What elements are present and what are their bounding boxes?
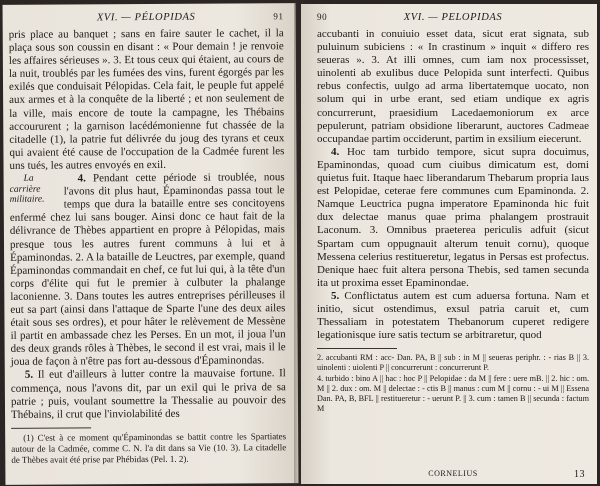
left-paragraph-2 [10, 171, 286, 369]
section-number-5: 5. [331, 289, 340, 302]
right-footer [317, 469, 589, 478]
footnote-text: (1) C'est à ce moment qu'Épaminondas se battit contre les Spartiates autour de la Cadmée, comme C. N. l'a dit dans sa Vie (10. 3). La citadelle de Thèbes avait été prise par Phébidas (Pel. 1. 2). [11, 430, 287, 465]
right-paragraph-3 [317, 290, 589, 342]
section-number-4: 4. [77, 172, 86, 185]
section-number-5: 5. [24, 369, 34, 382]
right-paragraph-2 [317, 146, 589, 290]
right-paragraph-1: accubanti in conuiuio esset data, sicut erat signata, sub puluinum subiciens : « In crastinum » inquit « differo res seueras ». 3. At illi omnes, cum iam nox processisset, uinolenti ab exulibus duce Pelopida sunt interfecti. Quibus rebus confectis, uulgo ad arma libertatemque uocato, non solum qui in urbe erant, sed etiam undique ex agris concurrerunt, praesidium Lacedaemoniorum ex arce pepulerunt, patriam obsidione liberarunt, auctores Cadmeae occupandae partim occiderunt, partim in exsilium eiecerunt. [317, 28, 589, 145]
apparatus-entry: 2. accubanti RM : acc- Dan. PA, B || sub : in M || seueras periphr. : - rias B || 3. uinolenti : uiolenti P || concurrerunt : concurrerunt P. [317, 353, 589, 373]
apparatus-rule [317, 348, 397, 349]
right-paragraph-2-text: Hoc tam turbido tempore, sicut supra docuimus, Epaminondas, quoad cum ciuibus dimicatum est, domi quietus fuit. Itaque haec liberandarum Thebarum propria laus est Pelopidae, ceterae fere communes cum Epaminonda. 2. Namque Leuctrica pugna imperatore Epaminonda hic fuit dux delectae manus quae prima phalangem prostrauit Laconum. 3. Omnibus praeterea periculis adfuit (sicut Spartam cum oppugnauit alterum tenuit cornu), quoque Messena celerius restitueretur, legatus in Persas est profectus. Denique haec fuit altera persona Thebis, sed tamen secunda ita ut proxima esset Epaminondae. [317, 145, 589, 289]
margin-note: La carrière militaire. [9, 173, 45, 205]
left-running-header [9, 11, 284, 29]
left-paragraph-2-text: Pendant cette période si troublée, nous l'avons dit plus haut, Épaminondas passa tout le temps que dura la bataille entre ses concitoyens enfermé chez lui sans bouger. Ainsi donc ce haut fait de la délivrance de Thèbes appartient en propre à Pélopidas, mais presque tous les autres furent communs à lui et à Épaminondas. 2. A la bataille de Leuctres, par exemple, quand Épaminondas commandait en chef, ce fut lui qui, à la tête d'un corps d'élite qui fut le premier à culbuter la phalange laconienne. 3. Dans toutes les autres entreprises périlleuses il eut sa part (ainsi dans l'attaque de Sparte l'une des deux ailes était sous ses ordres), et pour hâter le relèvement de Messène il partit en ambassade chez les Perses. En un mot, il joua l'un des deux grands rôles à Thèbes, le second il est vrai, mais il le joua de façon à n'être pas fort au-dessous d'Épaminondas. [9, 171, 286, 369]
left-paragraph-3 [11, 368, 286, 422]
left-header-title: XVI. — PÉLOPIDAS [96, 11, 196, 24]
right-page [301, 4, 597, 484]
signature-mark: CORNELIUS [428, 469, 478, 478]
section-number-4: 4. [331, 145, 340, 158]
footnote [11, 431, 286, 466]
right-header-title: XVI. — PELOPIDAS [403, 12, 503, 23]
footnote-rule [11, 427, 91, 428]
left-paragraph-1: pris place au banquet ; sans en faire sauter le cachet, il la plaça sous son coussin en disant : « Pour demain ! je renvoie les affaires sérieuses ». 3. Et tous ceux qui étaient, au cours de la nuit, troublés par les fumées des vins, furent égorgés par les exilés que conduisait Pélopidas. Cela fait, le peuple fut appelé aux armes et à la conquête de la liberté ; et non seulement de la ville, mais encore de toute la campagne, les Thébains accoururent ; la garnison lacédémonienne fut chassée de la citadelle (1), la patrie fut délivrée du joug des tyrans et ceux qui avaient été cause de l'occupation de la Cadmée furent les uns tués, les autres envoyés en exil. [8, 27, 285, 172]
left-body-text [9, 27, 286, 421]
critical-apparatus [317, 353, 589, 414]
left-page [3, 3, 299, 485]
right-paragraph-3-text: Conflictatus autem est cum aduersa fortuna. Nam et initio, sicut ostendimus, exsul patria caruit et, cum Thessaliam in potestatem Thebanorum cuperet redigere legationisque iure satis tectum se arbitraretur, quod [317, 289, 590, 342]
left-page-number: 91 [273, 11, 284, 22]
apparatus-entry: 4. turbido : bino A || hac : hoc P || Pelopidae : da M || fere : uere mB. || 2. hic : om. M || 2. dux : om. M || delectae : - ctis B || manus : cum M || cornu : - ui M || Essena Dan. PA, B, BFL || restitueretur : - uerunt P. || 3. cum : tamen B || secunda : factum M [317, 373, 589, 414]
right-body-text [317, 28, 589, 342]
left-paragraph-3-text: Il eut d'ailleurs à lutter contre la mauvaise fortune. Il commença, nous l'avons dit, par un exil qui le priva de sa patrie ; puis, voulant soumettre la Thessalie au pouvoir des Thébains, il crut que l'inviolabilité des [10, 367, 286, 421]
folio-number: 13 [574, 469, 585, 480]
right-running-header [317, 12, 589, 28]
right-page-number: 90 [317, 12, 328, 22]
